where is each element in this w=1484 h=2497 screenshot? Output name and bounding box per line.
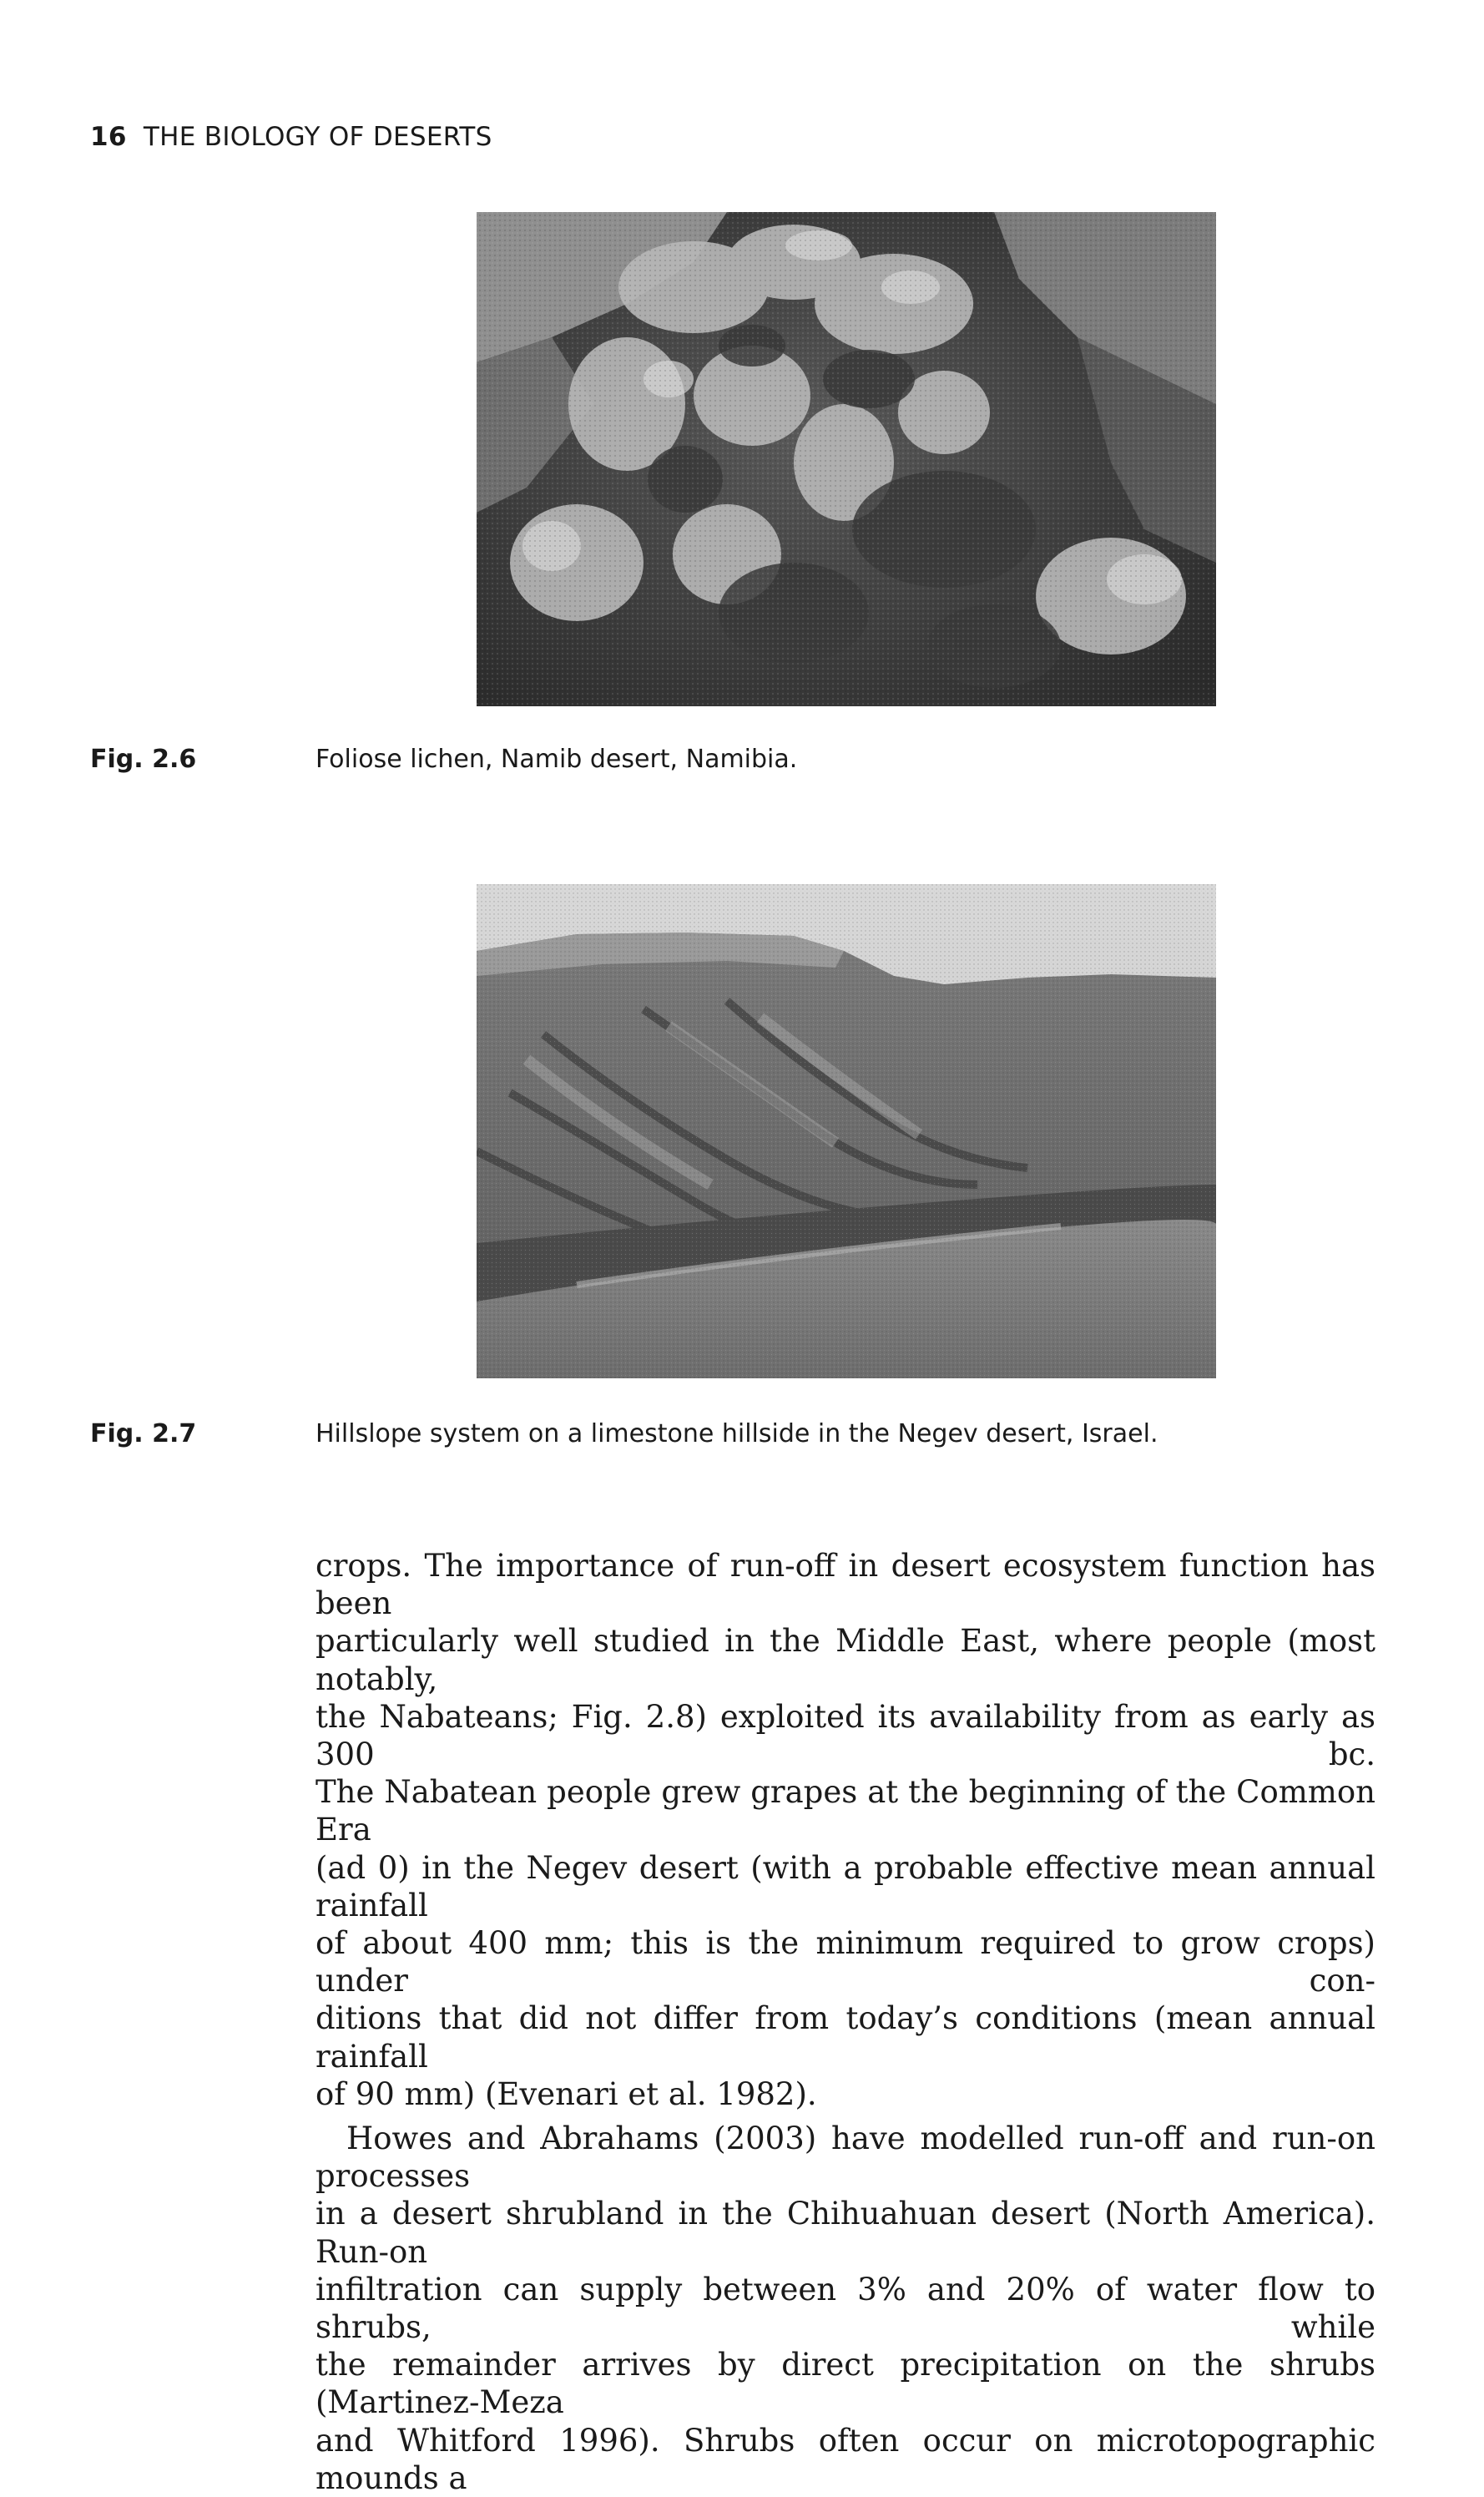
text-line: (ad 0) in the Negev desert (with a probable effective mean annual rainfall	[315, 1849, 1375, 1923]
text-line: Howes and Abrahams (2003) have modelled run-off and run-on processes	[315, 2120, 1375, 2195]
figure-2-6-caption	[90, 745, 797, 774]
text-line: ditions that did not differ from today’s conditions (mean annual rainfall	[315, 2000, 1375, 2075]
text-line: the remainder arrives by direct precipitation on the shrubs (Martinez-Meza	[315, 2347, 1375, 2421]
text-line: and Whitford 1996). Shrubs often occur on microtopographic mounds a	[315, 2422, 1375, 2496]
caption-text: Hillslope system on a limestone hillside in the Negev desert, Israel.	[315, 1419, 1158, 1448]
figure-label: Fig. 2.7	[90, 1419, 197, 1448]
text-line: The Nabatean people grew grapes at the beginning of the Common Era	[315, 1774, 1375, 1848]
figure-2-7-caption	[90, 1419, 1158, 1448]
text-line: of about 400 mm; this is the minimum required to grow crops) under con-	[315, 1925, 1375, 1999]
running-title: THE BIOLOGY OF DESERTS	[143, 122, 492, 152]
figure-2-6-photo	[477, 212, 1216, 706]
text-line: particularly well studied in the Middle East, where people (most notably,	[315, 1623, 1375, 1697]
text-line: infiltration can supply between 3% and 20% of water flow to shrubs, while	[315, 2271, 1375, 2346]
lichen-photo-icon	[477, 212, 1216, 706]
text-line: the Nabateans; Fig. 2.8) exploited its availability from as early as 300 bc.	[315, 1698, 1375, 1773]
paragraph-1	[315, 1547, 1375, 2113]
caption-text: Foliose lichen, Namib desert, Namibia.	[315, 745, 798, 774]
figure-label: Fig. 2.6	[90, 745, 197, 774]
figure-2-7-photo	[477, 884, 1216, 1378]
hillslope-photo-icon	[477, 884, 1216, 1378]
body-text	[315, 1547, 1375, 2497]
text-line: of 90 mm) (Evenari et al. 1982).	[315, 2075, 817, 2112]
running-head	[90, 122, 492, 152]
text-line: in a desert shrubland in the Chihuahuan desert (North America). Run-on	[315, 2196, 1375, 2270]
text-line: crops. The importance of run-off in desert ecosystem function has been	[315, 1548, 1375, 1622]
paragraph-2	[315, 2120, 1375, 2497]
page-number: 16	[90, 122, 127, 152]
